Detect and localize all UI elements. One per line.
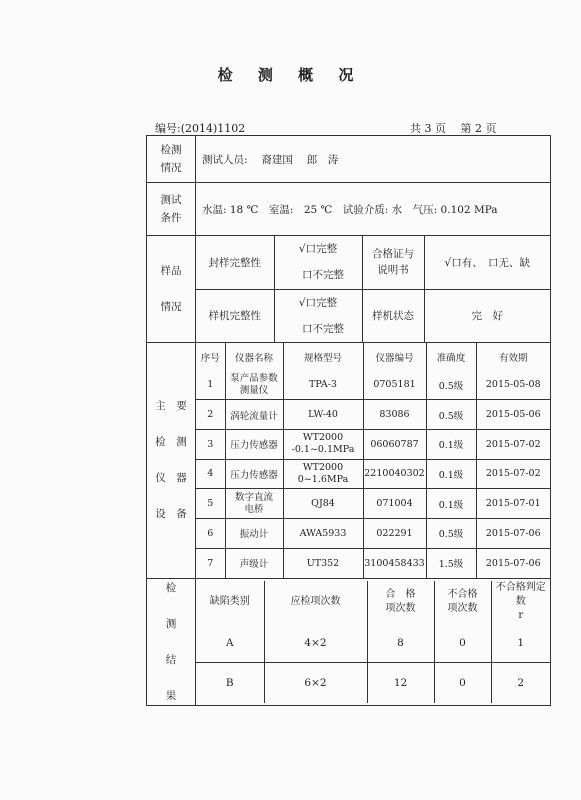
personnel-text: 测试人员: 裔建国 郎 涛 — [196, 136, 551, 183]
instruments-header-cell: 仪器名称 — [225, 343, 283, 370]
seal-integrity-options: √口完整 口不完整 — [274, 236, 362, 289]
instrument-cell: 泵产品参数 测量仪 — [225, 370, 283, 400]
results-row-label: 检 测 结 果 — [147, 578, 196, 705]
results-header-cell: 合 格 项次数 — [367, 581, 434, 623]
result-cell: B — [196, 663, 264, 703]
results-table — [196, 581, 550, 703]
instrument-cell: 06060787 — [363, 429, 426, 459]
instrument-cell: 0.1级 — [426, 459, 476, 489]
instrument-cell: TPA-3 — [283, 370, 363, 400]
instrument-cell: 1.5级 — [426, 548, 476, 578]
instrument-cell: 0.1级 — [426, 429, 476, 459]
serial-label: 编号: — [155, 122, 181, 135]
certificate-value: √口有、 口无、缺 — [424, 236, 550, 289]
result-cell: 2 — [491, 663, 550, 703]
seal-integrity-label: 封样完整性 — [196, 236, 274, 289]
instrument-cell: 2015-07-06 — [476, 518, 550, 548]
instrument-cell: 0.5级 — [426, 370, 476, 400]
instrument-cell: 压力传感器 — [225, 459, 283, 489]
instrument-cell: 2015-07-02 — [476, 429, 550, 459]
result-cell: A — [196, 623, 264, 663]
machine-status-label: 样机状态 — [362, 289, 424, 342]
instrument-cell: 83086 — [363, 400, 426, 430]
instrument-cell: WT2000 -0.1~0.1MPa — [283, 429, 363, 459]
result-row — [196, 663, 550, 703]
result-cell: 0 — [434, 623, 491, 663]
instrument-cell: 0.5级 — [426, 518, 476, 548]
conditions-text: 水温: 18 ℃ 室温: 25 ℃ 试验介质: 水 气压: 0.102 MPa — [196, 183, 551, 236]
instrument-cell: 压力传感器 — [225, 429, 283, 459]
instruments-header-cell: 准确度 — [426, 343, 476, 370]
instrument-cell: 0.5级 — [426, 400, 476, 430]
instruments-header-cell: 有效期 — [476, 343, 550, 370]
instrument-cell: LW-40 — [283, 400, 363, 430]
instrument-row — [196, 429, 550, 459]
instruments-header-row — [196, 343, 550, 370]
instrument-cell: 7 — [196, 548, 225, 578]
instrument-cell: 6 — [196, 518, 225, 548]
instrument-cell: 071004 — [363, 489, 426, 519]
instrument-cell: 3 — [196, 429, 225, 459]
instruments-row-label: 主 要 检 测 仪 器 设 备 — [147, 343, 196, 579]
instrument-row — [196, 489, 550, 519]
machine-status-value: 完 好 — [424, 289, 550, 342]
result-row — [196, 623, 550, 663]
instrument-cell: AWA5933 — [283, 518, 363, 548]
page-count: 共 3 页 第 2 页 — [410, 122, 497, 135]
serial-number — [155, 120, 245, 136]
instruments-table — [196, 343, 550, 578]
personnel-row-label: 检测 情况 — [147, 136, 196, 183]
instrument-cell: 声级计 — [225, 548, 283, 578]
results-header-cell: 缺陷类别 — [196, 581, 264, 623]
instrument-cell: 2 — [196, 400, 225, 430]
result-cell: 6×2 — [264, 663, 367, 703]
instrument-cell: 0.1级 — [426, 489, 476, 519]
result-cell: 1 — [491, 623, 550, 663]
sample-row-label: 样品 情况 — [147, 236, 196, 343]
results-header-cell: 不合格判定数 r — [491, 581, 550, 623]
instrument-cell: 振动计 — [225, 518, 283, 548]
sample-grid — [196, 236, 550, 342]
instrument-cell: 2015-07-01 — [476, 489, 550, 519]
instrument-row — [196, 400, 550, 430]
instrument-cell: 2210040302 — [363, 459, 426, 489]
instrument-cell: WT2000 0~1.6MPa — [283, 459, 363, 489]
instrument-row — [196, 370, 550, 400]
instrument-cell: 3100458433 — [363, 548, 426, 578]
instrument-cell: 涡轮流量计 — [225, 400, 283, 430]
instrument-cell: QJ84 — [283, 489, 363, 519]
instrument-cell: 数字直流 电桥 — [225, 489, 283, 519]
instrument-cell: 1 — [196, 370, 225, 400]
instrument-cell: 2015-05-08 — [476, 370, 550, 400]
instrument-cell: 2015-07-06 — [476, 548, 550, 578]
results-header-cell: 不合格 项次数 — [434, 581, 491, 623]
machine-integrity-options: √口完整 口不完整 — [274, 289, 362, 342]
instruments-header-cell: 序号 — [196, 343, 225, 370]
instrument-cell: UT352 — [283, 548, 363, 578]
instrument-cell: 2015-07-02 — [476, 459, 550, 489]
instrument-cell: 0705181 — [363, 370, 426, 400]
instrument-cell: 022291 — [363, 518, 426, 548]
instrument-row — [196, 459, 550, 489]
results-header-row — [196, 581, 550, 623]
result-cell: 8 — [367, 623, 434, 663]
instruments-header-cell: 规格型号 — [283, 343, 363, 370]
serial-value: (2014)1102 — [180, 122, 246, 135]
result-cell: 0 — [434, 663, 491, 703]
results-header-cell: 应检项次数 — [264, 581, 367, 623]
instrument-cell: 5 — [196, 489, 225, 519]
certificate-label: 合格证与 说明书 — [362, 236, 424, 289]
page-title: 检 测 概 况 — [217, 66, 364, 84]
instrument-cell: 4 — [196, 459, 225, 489]
instrument-row — [196, 518, 550, 548]
result-cell: 4×2 — [264, 623, 367, 663]
instrument-row — [196, 548, 550, 578]
conditions-row-label: 测试 条件 — [147, 183, 196, 236]
inspection-summary-table — [146, 135, 551, 706]
result-cell: 12 — [367, 663, 434, 703]
instruments-header-cell: 仪器编号 — [363, 343, 426, 370]
instrument-cell: 2015-05-06 — [476, 400, 550, 430]
machine-integrity-label: 样机完整性 — [196, 289, 274, 342]
